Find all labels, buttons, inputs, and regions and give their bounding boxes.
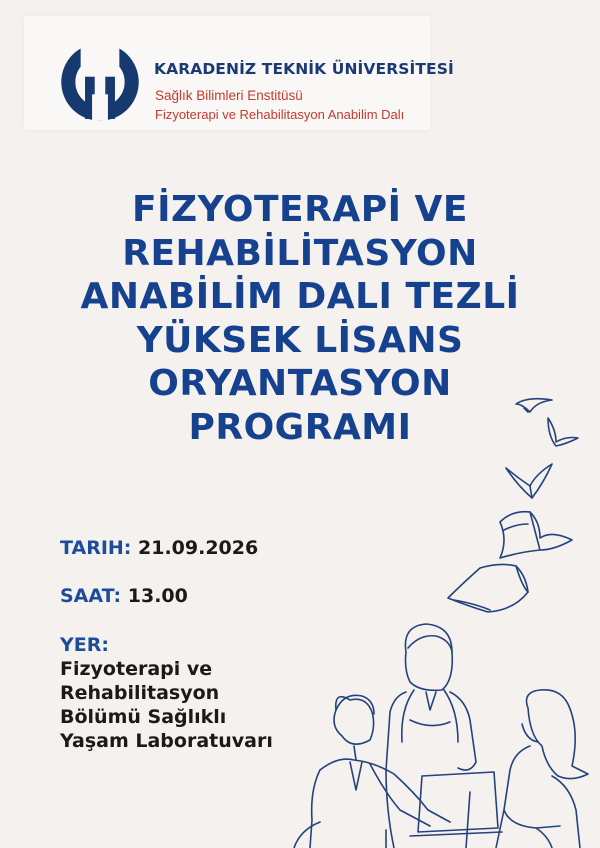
people-laptop-illustration — [290, 390, 600, 848]
flying-books-icon — [448, 399, 578, 612]
place-label: YER: — [60, 634, 109, 656]
department-name: Fizyoterapi ve Rehabilitasyon Anabilim Dalı — [155, 107, 405, 122]
title-line: ORYANTASYON — [148, 363, 452, 404]
man-figure — [294, 695, 450, 848]
place-line: Yaşam Laboratuvarı — [60, 730, 273, 752]
place-line: Rehabilitasyon — [60, 682, 220, 704]
title-line: ANABİLİM DALI TEZLİ — [80, 276, 520, 317]
place-line — [60, 633, 273, 681]
woman-sitting-figure — [496, 690, 588, 848]
date-label: TARIH: — [60, 537, 132, 559]
title-line: REHABİLİTASYON — [122, 232, 478, 274]
place-line: Bölümü Sağlıklı — [60, 706, 227, 728]
institute-name: Sağlık Bilimleri Enstitüsü — [155, 88, 303, 103]
time-label: SAAT: — [60, 585, 122, 607]
time-line — [60, 585, 188, 607]
university-logo-icon — [56, 38, 144, 126]
title-line: FİZYOTERAPİ VE — [132, 189, 468, 230]
woman-standing-figure — [386, 624, 476, 848]
place-value: Fizyoterapi ve — [60, 658, 213, 680]
date-value: 21.09.2026 — [138, 537, 259, 559]
title-line: YÜKSEK LİSANS — [136, 319, 464, 361]
place-block — [60, 633, 273, 753]
header-card — [24, 16, 454, 130]
date-line — [60, 537, 258, 559]
title-line: PROGRAMI — [188, 406, 412, 448]
time-value: 13.00 — [127, 585, 188, 607]
university-name: KARADENİZ TEKNİK ÜNİVERSİTESİ — [154, 60, 454, 78]
